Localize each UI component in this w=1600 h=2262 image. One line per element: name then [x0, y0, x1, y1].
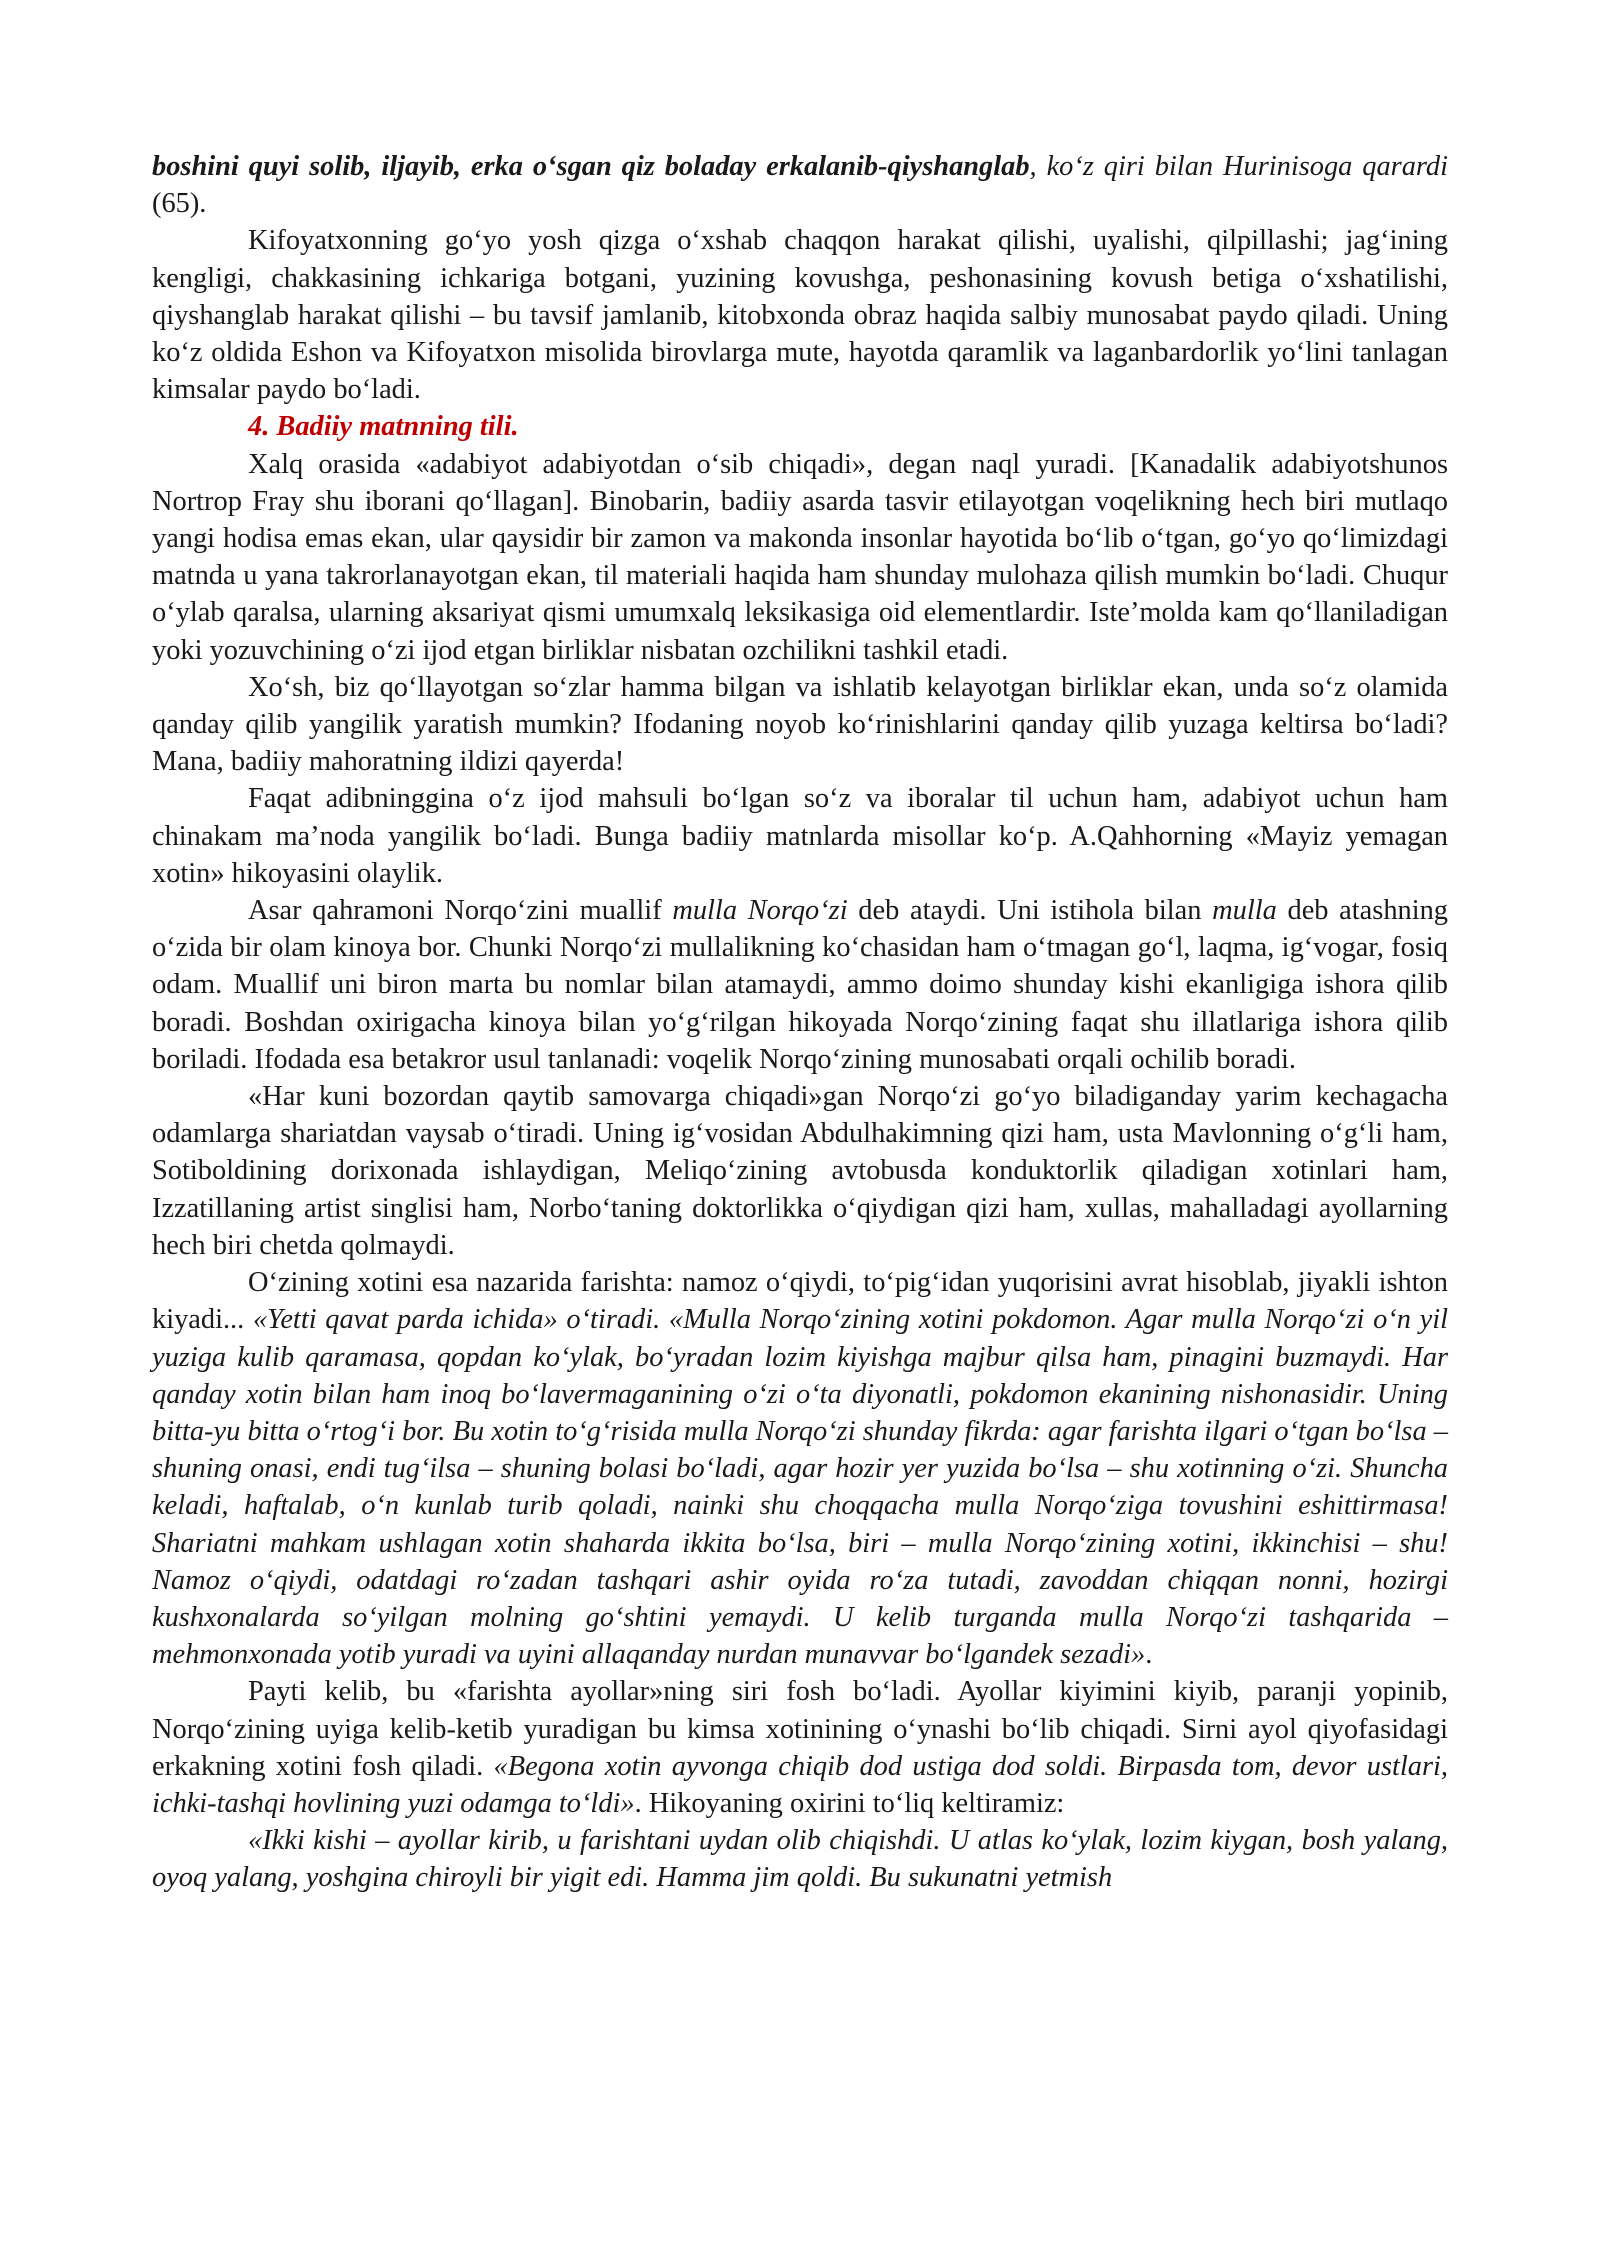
text-run: . Hikoyaning oxirini to‘liq keltiramiz: [634, 1787, 1065, 1819]
italic-quote: , ko‘z qiri bilan Hurinisoga qarardi [1029, 151, 1448, 182]
text-run: Asar qahramoni Norqo‘zini muallif [248, 895, 673, 927]
paragraph-asar-qahramoni [152, 892, 1448, 1078]
paragraph-xosh: Xo‘sh, biz qo‘llayotgan so‘zlar hamma bilgan va ishlatib kelayotgan birliklar ekan, unda so‘z olamida qanday qilib yangilik yaratish mumkin? Ifodaning noyob ko‘rinishlarini qanday qilib yuzaga keltirsa bo‘ladi? Mana, badiiy mahoratning ildizi qayerda! [152, 671, 1448, 778]
page-reference: (65). [152, 188, 207, 220]
text-run: . [1145, 1639, 1153, 1671]
italic-quote: «Begona xotin ayvonga chiqib dod ustiga dod soldi. Birpasda tom, devor ustlari, ichki-tashqi hovlining yuzi odamga to‘ldi» [152, 1750, 1448, 1819]
paragraph-har-kuni: «Har kuni bozordan qaytib samovarga chiqadi»gan Norqo‘zi go‘yo biladiganday yarim kechagacha odamlarga shariatdan vaysab o‘tiradi. Uning ig‘vosidan Abdulhakimning qizi ham, usta Mavlonning o‘g‘li ham, Sotiboldining dorixonada ishlaydigan, Meliqo‘zining avtobusda konduktorlik qiladigan xotinlari ham, Izzatillaning artist singlisi ham, Norbo‘taning doktorlikka o‘qiydigan qizi ham, xullas, mahalladagi ayollarning hech biri chetda qolmaydi. [152, 1081, 1448, 1261]
paragraph-kifoyatxon: Kifoyatxonning go‘yo yosh qizga o‘xshab chaqqon harakat qilishi, uyalishi, qilpillashi; jag‘ining kengligi, chakkasining ichkariga botgani, yuzining kovushga, peshonasining kovush betiga o‘xshatilishi, qiyshanglab harakat qilishi – bu tavsif jamlanib, kitobxonda obraz haqida salbiy munosabat paydo qiladi. Uning ko‘z oldida Eshon va Kifoyatxon misolida birovlarga mute, hayotda qaramlik va laganbardorlik yo‘lini tanlagan kimsalar paydo bo‘ladi. [152, 225, 1448, 406]
text-run: Payti kelib, bu «farishta ayollar»ning siri fosh bo‘ladi. Ayollar kiyimini kiyib, paranji yopinib, Norqo‘zining uyiga kelib-ketib yuradigan bu kimsa xotinining o‘ynashi bo‘lib chiqadi. Sirni ayol qiyofasidagi erkakning xotini fosh qiladi. [152, 1676, 1448, 1782]
paragraph-quote-continuation [152, 148, 1448, 222]
text-run: deb ataydi. Uni istihola bilan [847, 895, 1213, 927]
italic-quote: «Yetti qavat parda ichida» o‘tiradi. «Mulla Norqo‘zining xotini pokdomon. Agar mulla Norqo‘zi o‘n yil yuziga kulib qaramasa, qopdan ko‘ylak, bo‘yradan lozim kiyishga majbur qilsa ham, pinagini buzmaydi. Har qanday xotin bilan ham inoq bo‘lavermaganining o‘zi o‘ta diyonatli, pokdomon ekanining nishonasidir. Uning bitta-yu bitta o‘rtog‘i bor. Bu xotin to‘g‘risida mulla Norqo‘zi shunday fikrda: agar farishta ilgari o‘tgan bo‘lsa – shuning onasi, endi tug‘ilsa – shuning bolasi bo‘ladi, agar hozir yer yuzida bo‘lsa – shu xotinning o‘zi. Shuncha keladi, haftalab, o‘n kunlab turib qoladi, nainki shu choqqacha mulla Norqo‘ziga tovushini eshittirmasa! Shariatni mahkam ushlagan xotin shaharda ikkita bo‘lsa, biri – mulla Norqo‘zining xotini, ikkinchisi – shu! Namoz o‘qiydi, odatdagi ro‘zadan tashqari ashir oyida ro‘za tutadi, zavoddan chiqqan nonni, hozirgi kushxonalarda so‘yilgan molning go‘shtini yemaydi. U kelib turganda mulla Norqo‘zi tashqarida – mehmonxonada yotib yuradi va uyini allaqanday nurdan munavvar bo‘lgandek sezadi» [152, 1304, 1448, 1671]
text-run: deb atashning o‘zida bir olam kinoya bor. Chunki Norqo‘zi mullalikning ko‘chasidan ham o‘tmagan go‘l, laqma, ig‘vogar, fosiq odam. Muallif uni biron marta bu nomlar bilan atamaydi, ammo doimo shunday kishi ekanligiga ishora qilib boradi. Boshdan oxirigacha kinoya bilan yo‘g‘rilgan hikoyada Norqo‘zining faqat shu illatlariga ishora qilib boriladi. Ifodada esa betakror usul tanlanadi: voqelik Norqo‘zining munosabati orqali ochilib boradi. [152, 895, 1448, 1075]
italic-term: mulla [1212, 895, 1277, 927]
paragraph-payti-kelib [152, 1673, 1448, 1822]
bold-italic-quote: boshini quyi solib, iljayib, erka o‘sgan qiz boladay erkalanib-qiyshanglab [152, 151, 1030, 182]
section-heading: 4. Badiiy matnning tili. [248, 411, 519, 443]
paragraph-xalq: Xalq orasida «adabiyot adabiyotdan o‘sib chiqadi», degan naql yuradi. [Kanadalik adabiyotshunos Nortrop Fray shu iborani qo‘llagan]. Binobarin, badiiy asarda tasvir etilayotgan voqelikning hech biri mutlaqo yangi hodisa emas ekan, ular qaysidir bir zamon va makonda insonlar hayotida bo‘lib o‘tgan, go‘yo qo‘limizdagi matnda u yana takrorlanayotgan ekan, til materiali haqida ham shunday mulohaza qilish mumkin bo‘ladi. Chuqur o‘ylab qaralsa, ularning aksariyat qismi umumxalq leksikasiga oid elementlardir. Iste’molda kam qo‘llaniladigan yoki yozuvchining o‘zi ijod etgan birliklar nisbatan ozchilikni tashkil etadi. [152, 448, 1448, 666]
italic-term: mulla Norqo‘zi [672, 895, 848, 927]
paragraph-ikki-kishi: «Ikki kishi – ayollar kirib, u farishtani uydan olib chiqishdi. U atlas ko‘ylak, lozim kiygan, bosh yalang, oyoq yalang, yoshgina chiroyli bir yigit edi. Hamma jim qoldi. Bu sukunatni yetmish [152, 1825, 1448, 1894]
paragraph-ozining-xotini [152, 1264, 1448, 1673]
text-run: O‘zining xotini esa nazarida farishta: namoz o‘qiydi, to‘pig‘idan yuqorisini avrat hisoblab, jiyakli ishton kiyadi... [152, 1267, 1448, 1336]
document-page [152, 148, 1448, 1897]
paragraph-faqat: Faqat adibninggina o‘z ijod mahsuli bo‘lgan so‘z va iboralar til uchun ham, adabiyot uchun ham chinakam ma’noda yangilik bo‘ladi. Bunga badiiy matnlarda misollar ko‘p. A.Qahhorning «Mayiz yemagan xotin» hikoyasini olaylik. [152, 783, 1448, 889]
